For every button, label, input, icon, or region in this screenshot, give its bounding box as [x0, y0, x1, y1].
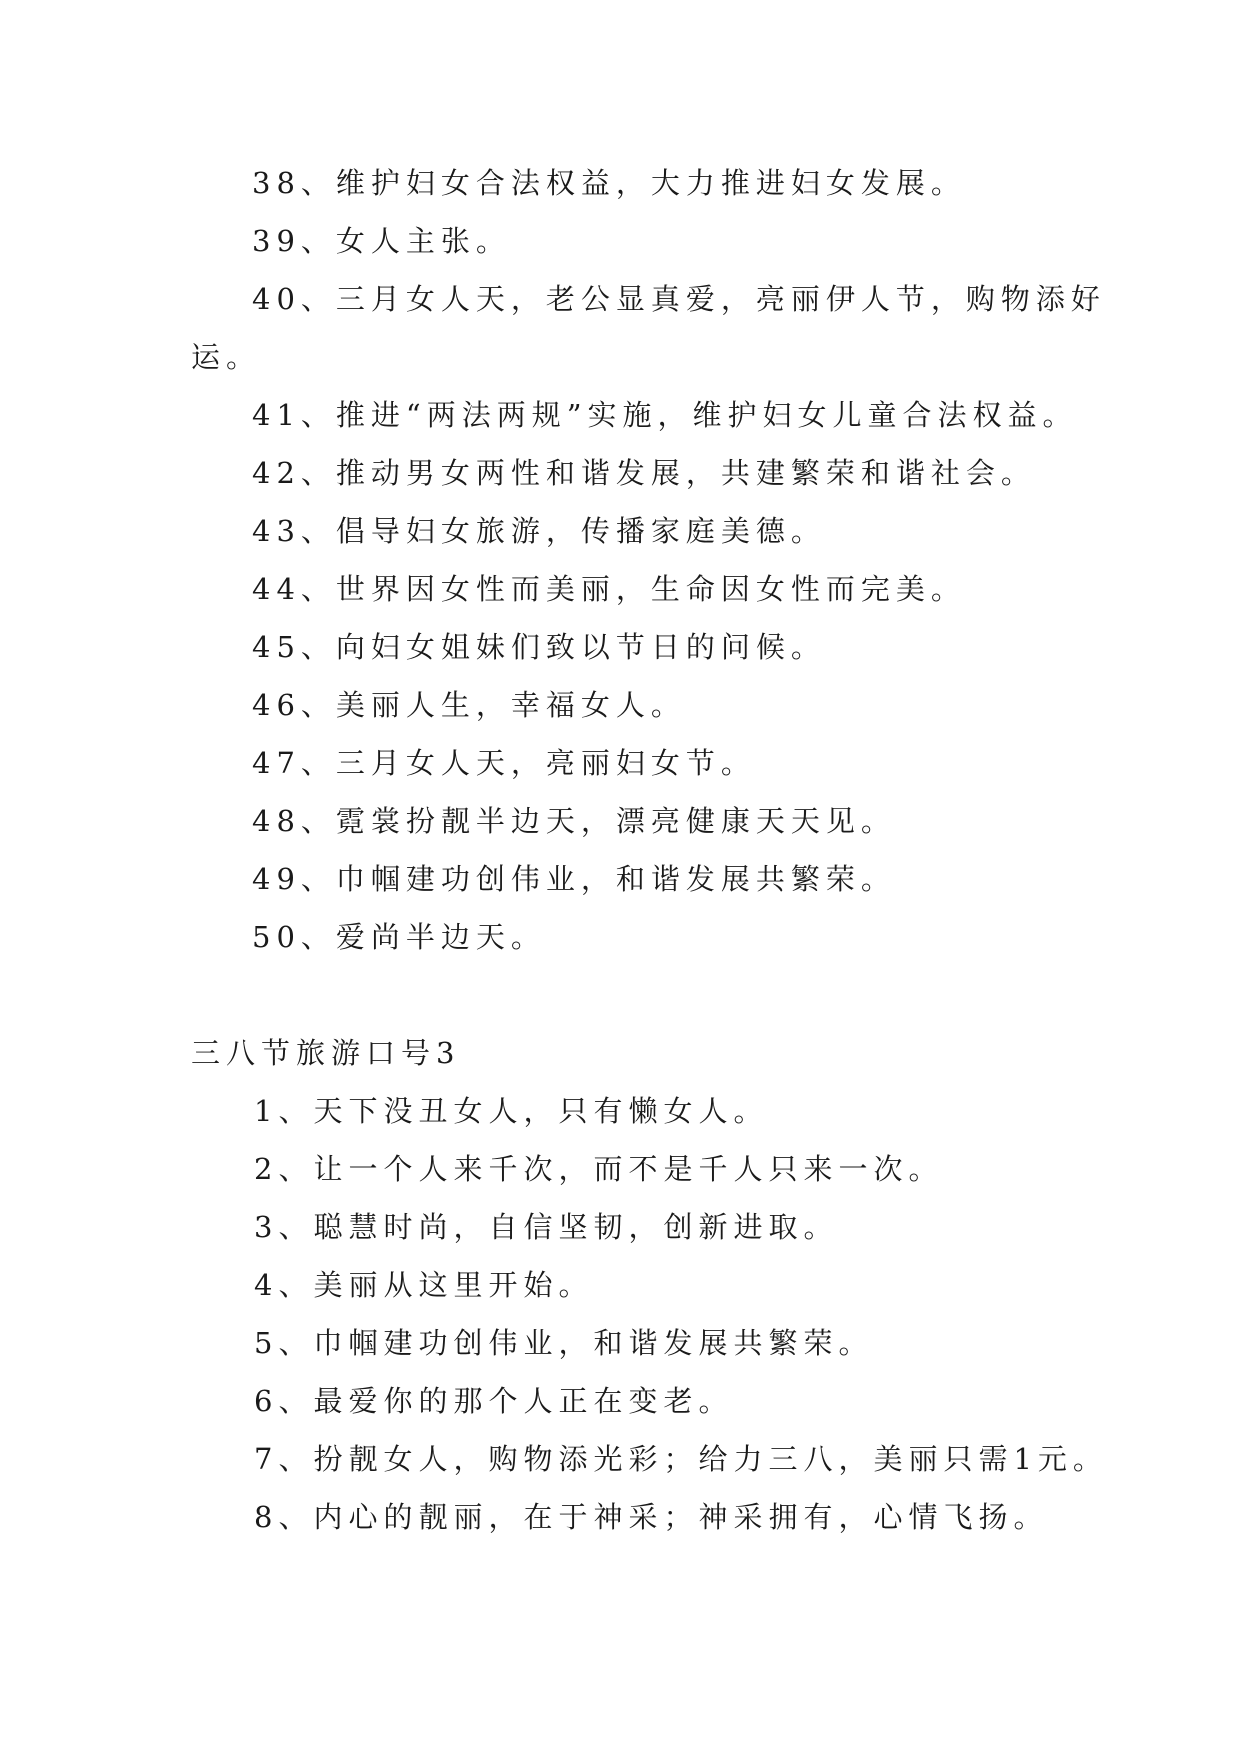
- slogan-44: 44、世界因女性而美丽，生命因女性而完美。: [252, 572, 966, 606]
- slogan-43: 43、倡导妇女旅游，传播家庭美德。: [252, 514, 826, 548]
- slogan-40-continued: 运。: [191, 340, 262, 374]
- slogan-b-6: 6、最爱你的那个人正在变老。: [254, 1384, 734, 1418]
- slogan-49: 49、巾帼建功创伟业，和谐发展共繁荣。: [252, 862, 896, 896]
- slogan-39: 39、女人主张。: [252, 224, 511, 258]
- slogan-b-2: 2、让一个人来千次，而不是千人只来一次。: [254, 1152, 944, 1186]
- slogan-b-1: 1、天下没丑女人，只有懒女人。: [254, 1094, 769, 1128]
- section-heading: 三八节旅游口号3: [191, 1036, 461, 1070]
- slogan-b-5: 5、巾帼建功创伟业，和谐发展共繁荣。: [254, 1326, 874, 1360]
- slogan-45: 45、向妇女姐妹们致以节日的问候。: [252, 630, 826, 664]
- slogan-47: 47、三月女人天，亮丽妇女节。: [252, 746, 756, 780]
- slogan-b-4: 4、美丽从这里开始。: [254, 1268, 594, 1302]
- slogan-46: 46、美丽人生，幸福女人。: [252, 688, 686, 722]
- slogan-48: 48、霓裳扮靓半边天，漂亮健康天天见。: [252, 804, 896, 838]
- slogan-b-7: 7、扮靓女人，购物添光彩；给力三八，美丽只需1元。: [254, 1442, 1108, 1476]
- slogan-b-8: 8、内心的靓丽，在于神采；神采拥有，心情飞扬。: [254, 1500, 1049, 1534]
- slogan-42: 42、推动男女两性和谐发展，共建繁荣和谐社会。: [252, 456, 1036, 490]
- slogan-38: 38、维护妇女合法权益，大力推进妇女发展。: [252, 166, 966, 200]
- slogan-40: 40、三月女人天，老公显真爱，亮丽伊人节，购物添好: [252, 282, 1106, 316]
- slogan-41: 41、推进“两法两规”实施，维护妇女儿童合法权益。: [252, 398, 1078, 432]
- slogan-b-3: 3、聪慧时尚，自信坚韧，创新进取。: [254, 1210, 839, 1244]
- slogan-50: 50、爱尚半边天。: [252, 920, 546, 954]
